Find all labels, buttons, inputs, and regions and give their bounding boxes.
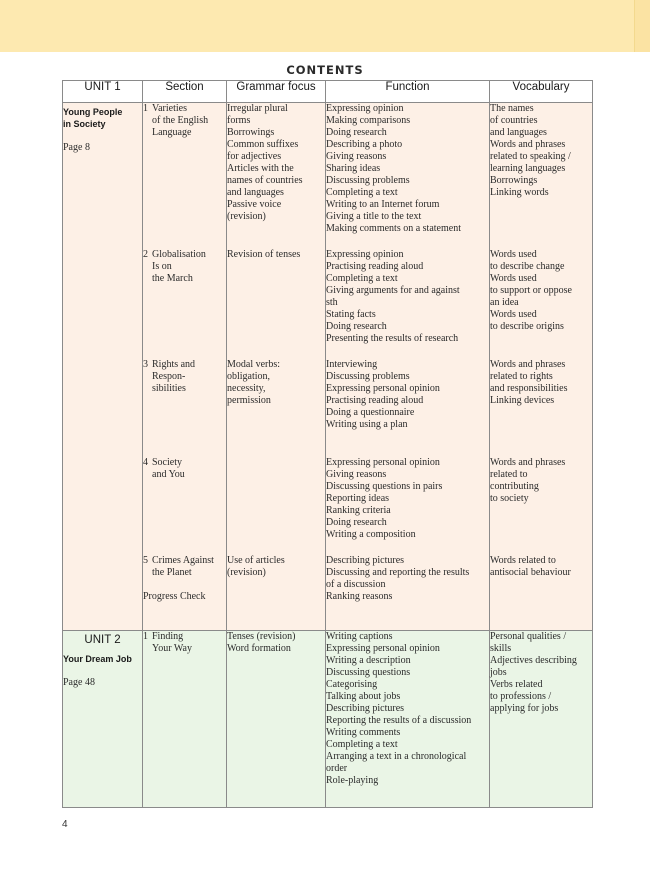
unit1-section-1 [143,103,226,139]
unit1-name: Young People in Society [63,107,123,129]
section-number: 1 [143,631,148,642]
unit1-section-5 [143,555,226,579]
unit1-row [63,103,593,631]
section-title: Finding Your Way [152,631,192,654]
grammar-3: Modal verbs: obligation, necessity, permission [227,359,281,406]
page-title: CONTENTS [286,63,364,77]
page-number: 4 [62,819,68,830]
unit2-function-col [326,631,490,808]
unit1-page: Page 8 [63,142,90,153]
vocabulary-2: Words used to describe change Words used to support or oppose an idea Words used to describe origins [490,249,572,332]
vocabulary-1: Personal qualities / skills Adjectives describing jobs Verbs related to professions / applying for jobs [490,631,577,714]
unit1-vocabulary-col [490,103,593,631]
grammar-5: Use of articles (revision) [227,555,285,578]
section-title: Varieties of the English Language [152,103,209,138]
unit2-section-1 [143,631,226,655]
grammar-4 [227,457,325,555]
header-section: Section [143,81,227,103]
vocabulary-4: Words and phrases related to contributing to society [490,457,566,504]
unit1-section-3 [143,359,226,395]
header-grammar-focus: Grammar focus [227,81,326,103]
unit1-section-col [143,103,227,631]
contents-table-wrapper [62,80,592,808]
page-edge-tab [634,0,650,52]
function-1: Writing captions Expressing personal opinion Writing a description Discussing questions Categorising Talking about jobs Describing pictures Reporting the results of a discussion Writing comments Completing a text Arranging a text in a chronological order Role-playing [326,631,472,786]
top-color-band [0,0,650,52]
function-5: Describing pictures Discussing and reporting the results of a discussion Ranking reasons [326,555,470,602]
header-function: Function [326,81,490,103]
function-3: Interviewing Discussing problems Expressing personal opinion Practising reading aloud Doing a questionnaire Writing using a plan [326,359,440,430]
unit2-name: Your Dream Job [63,654,132,664]
unit2-row [63,631,593,808]
unit1-function-col [326,103,490,631]
contents-table [62,80,593,808]
header-vocabulary: Vocabulary [490,81,593,103]
section-title: Society and You [152,457,185,480]
header-unit1: UNIT 1 [63,81,143,103]
unit1-info [63,103,143,631]
section-number: 2 [143,249,148,260]
function-1: Expressing opinion Making comparisons Doing research Describing a photo Giving reasons Sharing ideas Discussing problems Completing a text Writing to an Internet forum Giving a title to the text Making comments on a statement [326,103,461,234]
unit2-page: Page 48 [63,677,95,688]
unit2-info [63,631,143,808]
unit1-section-4 [143,457,226,481]
grammar-1: Tenses (revision) Word formation [227,631,296,654]
grammar-2: Revision of tenses [227,249,301,260]
unit2-label: UNIT 2 [84,634,121,646]
header-row [63,81,593,103]
section-number: 4 [143,457,148,468]
progress-check: Progress Check [143,591,206,602]
unit2-grammar-col [227,631,326,808]
section-number: 5 [143,555,148,566]
unit1-section-2 [143,249,226,285]
section-title: Crimes Against the Planet [152,555,214,578]
section-number: 1 [143,103,148,114]
section-title: Rights and Respon- sibilities [152,359,196,394]
unit1-grammar-col [227,103,326,631]
vocabulary-3: Words and phrases related to rights and responsibilities Linking devices [490,359,568,406]
vocabulary-5: Words related to antisocial behaviour [490,555,571,578]
unit2-section-col [143,631,227,808]
section-title: Globalisation Is on the March [152,249,206,284]
grammar-1: Irregular plural forms Borrowings Common suffixes for adjectives Articles with the names of countries and languages Passive voice (revision) [227,103,303,222]
vocabulary-1: The names of countries and languages Words and phrases related to speaking / learning languages Borrowings Linking words [490,103,571,198]
unit2-vocabulary-col [490,631,593,808]
function-2: Expressing opinion Practising reading aloud Completing a text Giving arguments for and against sth Stating facts Doing research Presenting the results of research [326,249,460,344]
section-number: 3 [143,359,148,370]
function-4: Expressing personal opinion Giving reasons Discussing questions in pairs Reporting ideas Ranking criteria Doing research Writing a composition [326,457,443,540]
